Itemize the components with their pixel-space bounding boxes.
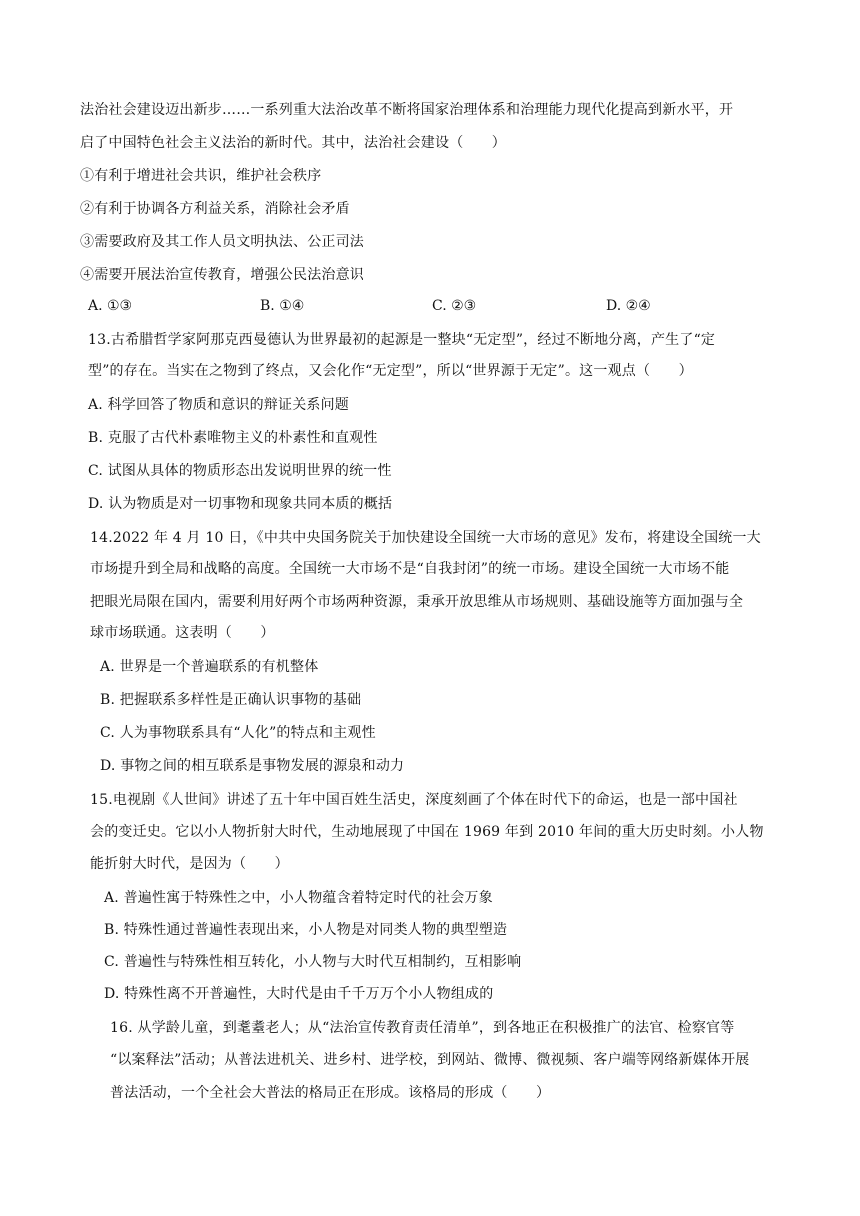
q16-stem-line-1: 16. 从学龄儿童，到耄耋老人；从“法治宣传教育责任清单”，到各地正在积极推广的法官、检察官等 xyxy=(110,1020,735,1036)
q12-statement-4: ④需要开展法治宣传教育，增强公民法治意识 xyxy=(80,267,364,283)
q15-option-d: D. 特殊性离不开普遍性，大时代是由千千万万个小人物组成的 xyxy=(104,986,494,1002)
q15-option-b: B. 特殊性通过普遍性表现出来，小人物是对同类人物的典型塑造 xyxy=(104,922,508,938)
q13-option-b: B. 克服了古代朴素唯物主义的朴素性和直观性 xyxy=(88,430,378,446)
q14-stem-line-1: 14.2022 年 4 月 10 日，《中共中央国务院关于加快建设全国统一大市场的意见》发布，将建设全国统一大 xyxy=(90,530,761,546)
q15-stem-line-3: 能折射大时代，是因为（ ） xyxy=(90,856,289,872)
q13-option-d: D. 认为物质是对一切事物和现象共同本质的概括 xyxy=(88,496,393,512)
q14-stem-line-3: 把眼光局限在国内，需要利用好两个市场两种资源，秉承开放思维从市场规则、基础设施等方面加强与全 xyxy=(90,594,744,610)
q14-option-a: A. 世界是一个普遍联系的有机整体 xyxy=(100,659,319,675)
q16-stem-line-2: “以案释法”活动；从普法进机关、进乡村、进学校，到网站、微博、微视频、客户端等网络新媒体开展 xyxy=(110,1052,750,1068)
q13-option-c: C. 试图从具体的物质形态出发说明世界的统一性 xyxy=(88,463,392,479)
q12-option-d: D. ②④ xyxy=(606,298,651,314)
q12-statement-1: ①有利于增进社会共识，维护社会秩序 xyxy=(80,168,322,184)
q14-option-b: B. 把握联系多样性是正确认识事物的基础 xyxy=(100,692,362,708)
q12-option-c: C. ②③ xyxy=(432,298,477,314)
q16-stem-line-3: 普法活动，一个全社会大普法的格局正在形成。该格局的形成（ ） xyxy=(110,1085,551,1101)
q12-option-a: A. ①③ xyxy=(88,298,133,314)
q12-statement-3: ③需要政府及其工作人员文明执法、公正司法 xyxy=(80,234,364,250)
q13-stem-line-1: 13.古希腊哲学家阿那克西曼德认为世界最初的起源是一整块“无定型”，经过不断地分离，产生了“定 xyxy=(88,332,716,348)
q12-stem-line-2: 启了中国特色社会主义法治的新时代。其中，法治社会建设（ ） xyxy=(80,135,506,151)
q14-stem-line-4: 球市场联通。这表明（ ） xyxy=(90,625,275,641)
q14-option-c: C. 人为事物联系具有“人化”的特点和主观性 xyxy=(100,725,376,741)
q12-statement-2: ②有利于协调各方利益关系，消除社会矛盾 xyxy=(80,201,350,217)
q13-stem-line-2: 型”的存在。当实在之物到了终点，又会化作“无定型”，所以“世界源于无定”。这一观点（ ） xyxy=(88,363,693,379)
q12-options xyxy=(88,296,788,316)
q14-option-d: D. 事物之间的相互联系是事物发展的源泉和动力 xyxy=(100,758,405,774)
q15-stem-line-2: 会的变迁史。它以小人物折射大时代，生动地展现了中国在 1969 年到 2010 年间的重大历史时刻。小人物 xyxy=(90,824,764,840)
q14-stem-line-2: 市场提升到全局和战略的高度。全国统一大市场不是“自我封闭”的统一市场。建设全国统一大市场不能 xyxy=(90,561,730,577)
q12-stem-line-1: 法治社会建设迈出新步……一系列重大法治改革不断将国家治理体系和治理能力现代化提高到新水平，开 xyxy=(80,102,734,118)
q15-option-a: A. 普遍性寓于特殊性之中，小人物蕴含着特定时代的社会万象 xyxy=(104,890,493,906)
q13-option-a: A. 科学回答了物质和意识的辩证关系问题 xyxy=(88,397,350,413)
q12-option-b: B. ①④ xyxy=(260,298,305,314)
q15-stem-line-1: 15.电视剧《人世间》讲述了五十年中国百姓生活史，深度刻画了个体在时代下的命运，也是一部中国社 xyxy=(90,792,738,808)
q15-option-c: C. 普遍性与特殊性相互转化，小人物与大时代互相制约，互相影响 xyxy=(104,954,522,970)
